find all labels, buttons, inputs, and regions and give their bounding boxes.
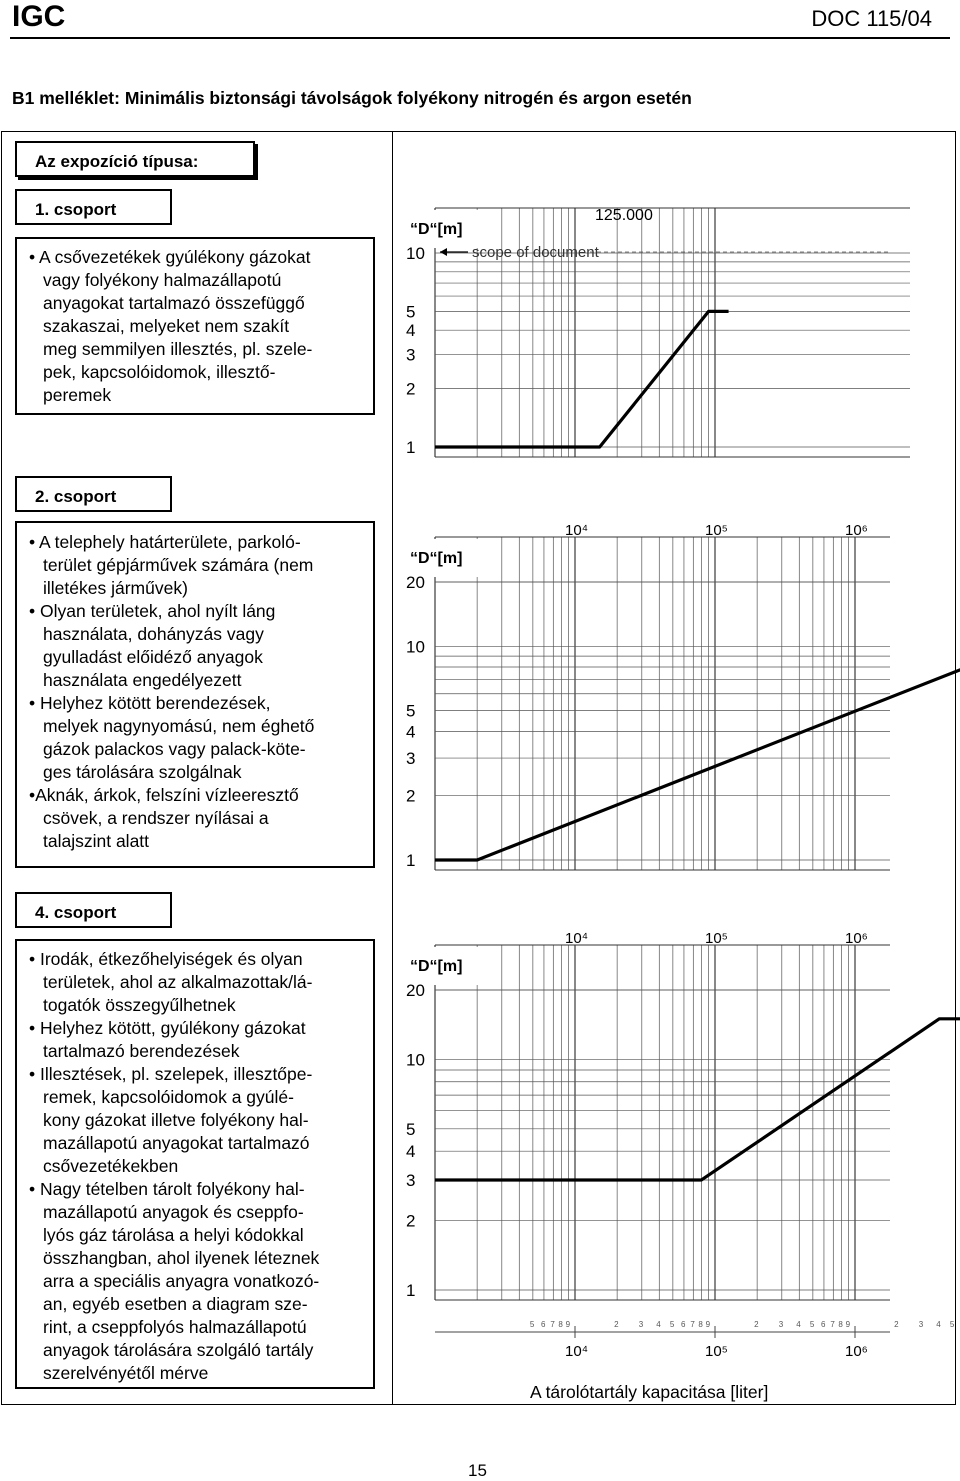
y-tick-label: 3 [406,1170,416,1190]
list-line: talajszint alatt [43,831,150,851]
list-line: an, egyéb esetben a diagram sze- [43,1294,308,1314]
minor-tick-label: 4 [796,1320,801,1329]
scope-annotation: scope of document [472,244,599,261]
list-line: anyagokat tartalmazó összefüggő [43,293,305,313]
list-line: illetékes járművek) [43,578,188,598]
x-tick-label-top: 10⁶ [845,930,868,947]
y-tick-label: 2 [406,786,416,806]
list-line: lyós gáz tárolása a helyi kódokkal [43,1225,304,1245]
list-line: csővezetékekben [43,1156,179,1176]
list-line: szakaszai, melyeket nem szakít [43,316,290,336]
y-tick-label: 5 [406,701,416,721]
list-line: mazállapotú anyagok és cseppfo- [43,1202,304,1222]
list-line: remek, kapcsolóidomok a gyúlé- [43,1087,294,1107]
x-tick-label-top: 10⁶ [845,522,868,539]
y-tick-label: 10 [406,637,425,657]
minor-tick-label: 9 [705,1320,711,1329]
list-line: peremek [43,385,112,405]
minor-tick-label: 6 [820,1320,826,1329]
x-tick-label-bottom: 10⁵ [705,1343,728,1360]
y-tick-label: 3 [406,749,416,769]
y-tick-label: 10 [406,1050,425,1070]
distance-chart-group-2 [400,515,920,890]
list-line: rint, a cseppfolyós halmazállapotú [43,1317,307,1337]
group-1-label-box [15,189,172,225]
list-line: ges tárolására szolgálnak [43,762,242,782]
minor-tick-label: 6 [540,1320,546,1329]
y-tick-label: 1 [406,1281,416,1300]
minor-tick-label: 3 [918,1320,924,1329]
y-tick-label: 4 [406,321,416,341]
minor-tick-label: 2 [614,1320,619,1329]
header-rule [10,37,950,39]
group-4-list [29,948,319,1385]
distance-chart-group-4 [400,925,955,1360]
list-line: területek, ahol az alkalmazottak/lá- [43,972,313,992]
x-tick-label-bottom: 10⁴ [565,1343,589,1360]
y-tick-label: 1 [406,438,416,457]
list-line: • Irodák, étkezőhelyiségek és olyan [29,949,303,969]
distance-chart-group-1 [400,195,920,470]
list-line: •Aknák, árkok, felszíni vízleeresztő [29,785,299,805]
minor-tick-label: 3 [638,1320,644,1329]
group-2-label: 2. csoport [35,487,117,506]
x-tick-label-bottom: 10⁶ [845,1343,868,1360]
minor-tick-label: 5 [949,1320,955,1329]
list-line: csövek, a rendszer nyílásai a [43,808,269,828]
group-4-label-box [15,892,172,928]
group-1-label: 1. csoport [35,200,117,219]
minor-tick-label: 7 [550,1320,555,1329]
list-line: • A telephely határterülete, parkoló- [29,532,301,552]
group-4-label: 4. csoport [35,903,117,922]
minor-tick-label: 8 [698,1320,703,1329]
exposure-type-box [15,141,255,177]
x-axis-label: A tárolótartály kapacitása [liter] [530,1382,769,1402]
minor-tick-label: 8 [838,1320,843,1329]
minor-tick-label: 5 [669,1320,675,1329]
page-number: 15 [468,1461,487,1480]
minor-tick-label: 8 [558,1320,563,1329]
list-line: szerelvényétől mérve [43,1363,209,1383]
list-line: kony gázokat illetve folyékony hal- [43,1110,309,1130]
y-tick-label: 5 [406,302,416,322]
x-tick-label-top: 10⁴ [565,522,589,539]
list-line: • Illesztések, pl. szelepek, illesztőpe- [29,1064,313,1084]
org-logo-text: IGC [12,0,66,33]
x-tick-label-top: 10⁴ [565,930,589,947]
y-axis-label: “D“[m] [410,550,463,567]
minor-tick-label: 4 [936,1320,941,1329]
annex-title: B1 melléklet: Minimális biztonsági távolságok folyékony nitrogén és argon esetén [12,88,692,108]
y-tick-label: 1 [406,851,416,870]
group-2-label-box [15,476,172,512]
minor-tick-label: 3 [778,1320,784,1329]
minor-tick-label: 6 [680,1320,686,1329]
minor-tick-label: 2 [894,1320,899,1329]
y-axis-label: “D“[m] [410,221,463,238]
list-line: meg semmilyen illesztés, pl. szele- [43,339,313,359]
group-2-list [29,531,314,853]
list-line: • Olyan területek, ahol nyílt láng [29,601,276,621]
y-tick-label: 20 [406,981,425,1000]
distance-curve [435,311,729,447]
minor-tick-label: 2 [754,1320,759,1329]
list-line: togatók összegyűlhetnek [43,995,236,1015]
list-line: összhangban, ahol ilyenek léteznek [43,1248,320,1268]
list-line: vagy folyékony halmazállapotú [43,270,282,290]
y-tick-label: 3 [406,345,416,365]
minor-tick-label: 5 [529,1320,535,1329]
scope-arrow-head [440,248,447,256]
y-tick-label: 5 [406,1119,416,1139]
y-tick-label: 4 [406,1142,416,1162]
list-line: arra a speciális anyagra vonatkozó- [43,1271,320,1291]
minor-tick-label: 7 [830,1320,835,1329]
list-line: terület gépjárművek számára (nem [43,555,314,575]
list-line: • Helyhez kötött berendezések, [29,693,271,713]
y-tick-label: 10 [406,244,425,263]
list-line: anyagok tárolására szolgáló tartály [43,1340,314,1360]
group-1-list [29,246,312,407]
list-line: melyek nagynyomású, nem éghető [43,716,315,736]
list-line: • Helyhez kötött, gyúlékony gázokat [29,1018,306,1038]
x-tick-label-top: 10⁵ [705,522,728,539]
list-line: használata, dohányzás vagy [43,624,264,644]
y-tick-label: 2 [406,1211,416,1231]
minor-tick-label: 4 [656,1320,661,1329]
distance-curve [435,1019,960,1180]
list-line: • A csővezetékek gyúlékony gázokat [29,247,311,267]
minor-tick-label: 9 [845,1320,851,1329]
minor-tick-label: 9 [565,1320,571,1329]
list-line: • Nagy tételben tárolt folyékony hal- [29,1179,305,1199]
list-line: tartalmazó berendezések [43,1041,240,1061]
x-tick-label-top: 10⁵ [705,930,728,947]
exposure-type-label: Az expozíció típusa: [35,152,199,171]
column-divider [392,131,393,1405]
minor-tick-label: 7 [690,1320,695,1329]
list-line: használata engedélyezett [43,670,242,690]
y-axis-label: “D“[m] [410,958,463,975]
max-capacity-label: 125.000 [595,207,653,224]
list-line: gázok palackos vagy palack-köte- [43,739,306,759]
y-tick-label: 20 [406,573,425,592]
list-line: pek, kapcsolóidomok, illesztő- [43,362,276,382]
y-tick-label: 4 [406,722,416,742]
list-line: mazállapotú anyagokat tartalmazó [43,1133,310,1153]
document-number: DOC 115/04 [811,6,932,31]
minor-tick-label: 5 [809,1320,815,1329]
list-line: gyulladást előidéző anyagok [43,647,263,667]
y-tick-label: 2 [406,379,416,399]
